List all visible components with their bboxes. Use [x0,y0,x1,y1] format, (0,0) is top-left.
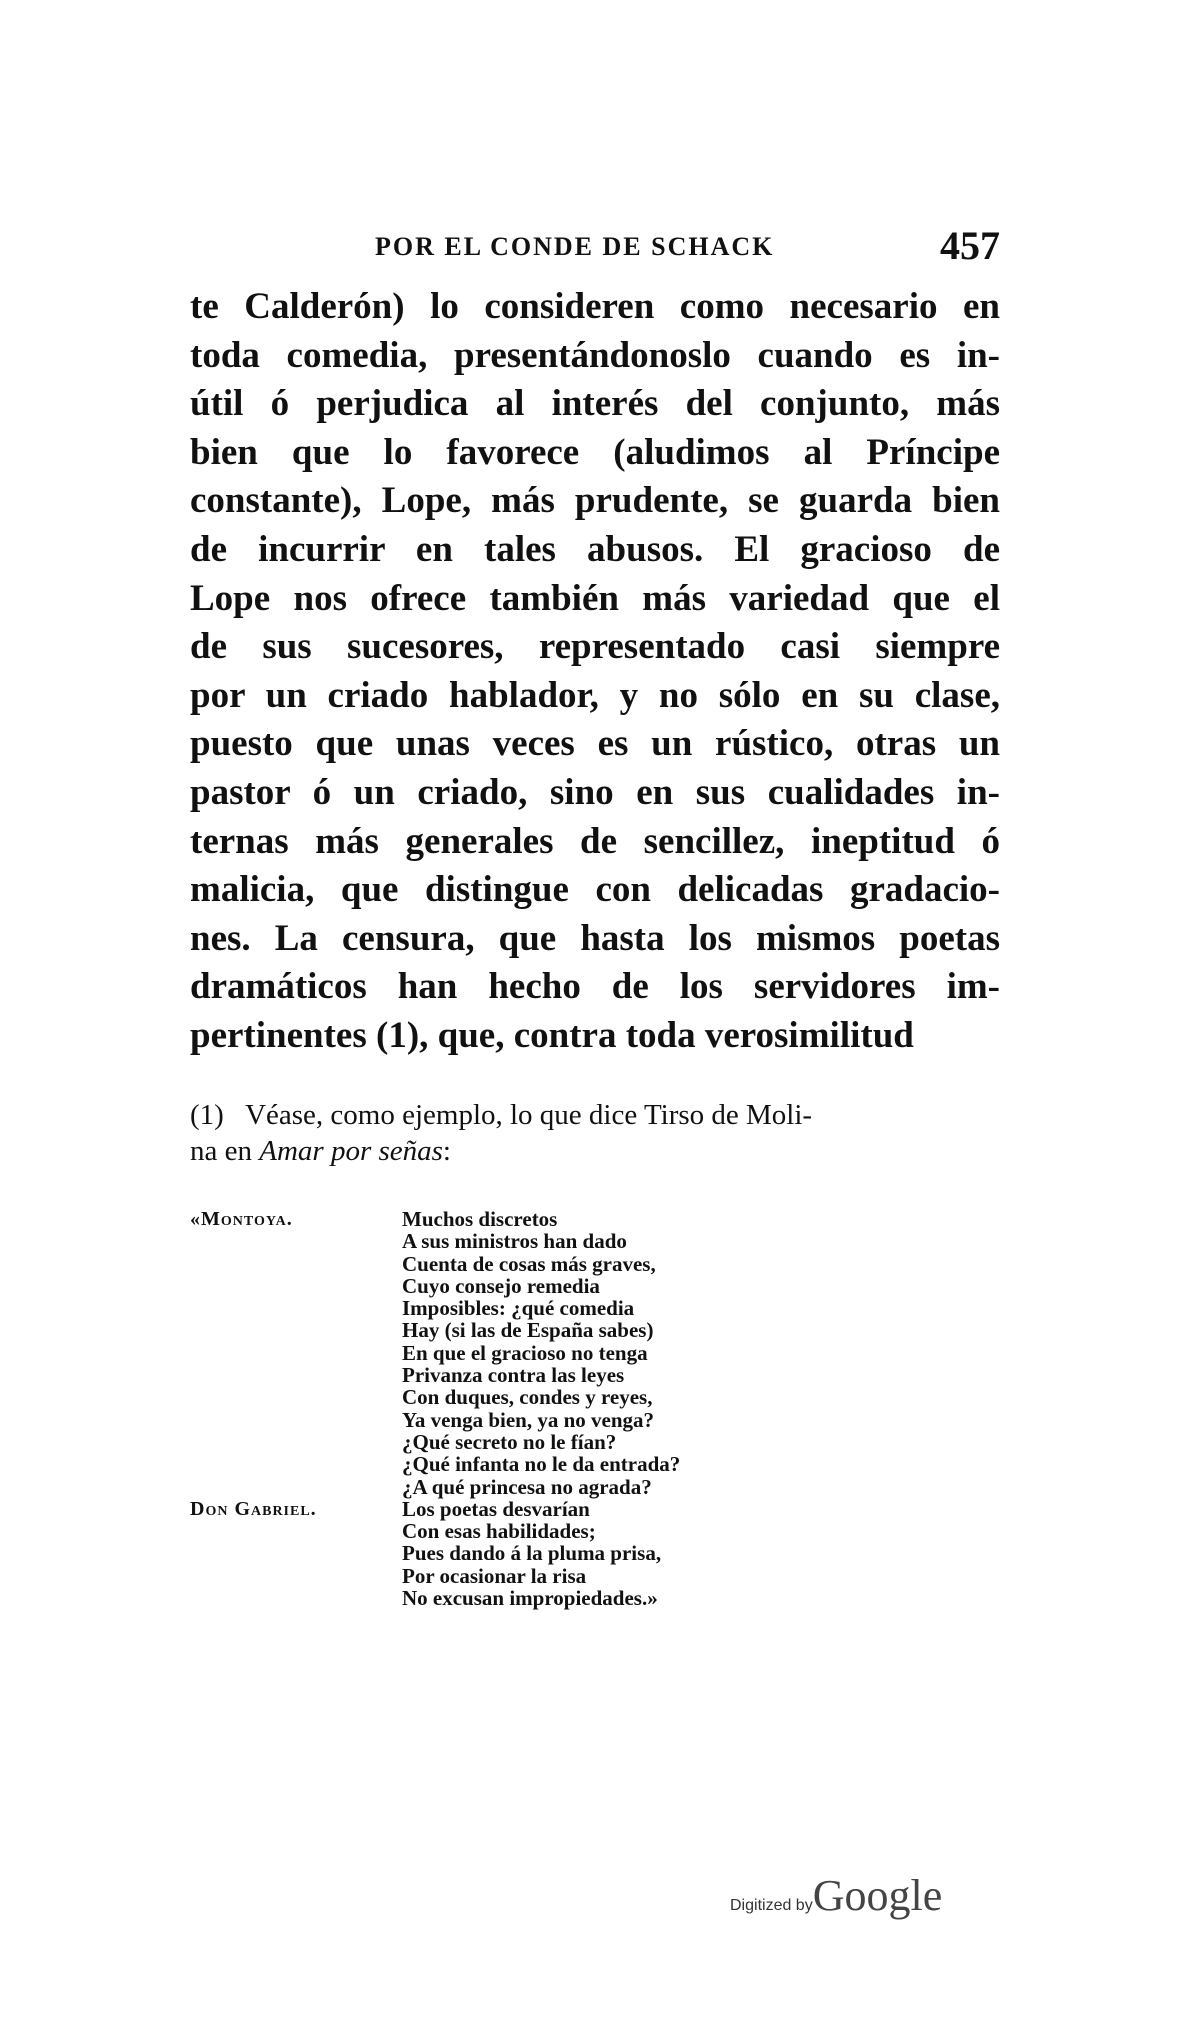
verse-line: ¿Qué secreto no le fían? [402,1429,617,1454]
verse-row [190,1386,1020,1408]
verse-line: ¿A qué princesa no agrada? [402,1474,652,1499]
body-line: por un criado hablador, y no sólo en su clase, [190,674,1000,716]
footnote-text: na en [190,1135,260,1167]
verse-line: Imposibles: ¿qué comedia [402,1296,635,1321]
body-line: de incurrir en tales abusos. El gracioso de [190,528,1000,570]
verse-row [190,1520,1020,1542]
verse-row [190,1409,1020,1431]
verse-line: En que el gracioso no tenga [402,1340,648,1365]
verse-row [190,1364,1020,1386]
body-line: puesto que unas veces es un rústico, otras un [190,723,1000,765]
verse-line: Cuenta de cosas más graves, [402,1251,656,1276]
digitized-label: Digitized by [730,1897,813,1914]
verse-row [190,1431,1020,1453]
body-line: bien que lo favorece (aludimos al Príncipe [190,431,1000,473]
body-line: pastor ó un criado, sino en sus cualidades in- [190,771,1000,813]
digitized-watermark [730,1870,942,1921]
footnote-text: Véase, como ejemplo, lo que dice Tirso de Moli- [245,1099,813,1131]
running-head: POR EL CONDE DE SCHACK [375,232,775,261]
body-line: dramáticos han hecho de los servidores im- [190,966,1000,1008]
speaker-name: Don Gabriel. [190,1497,317,1520]
verse-line: Privanza contra las leyes [402,1363,625,1388]
verse-line: Por ocasionar la risa [402,1563,587,1588]
verse-row [190,1208,1020,1230]
verse-row [190,1297,1020,1319]
verse-line: Con esas habilidades; [402,1519,596,1544]
verse-row [190,1565,1020,1587]
speaker-name: «Montoya. [190,1208,293,1230]
footnote [190,1097,1020,1169]
google-logo: Google [812,1871,943,1920]
verse-row [190,1253,1020,1275]
verse-line: Pues dando á la pluma prisa, [402,1541,662,1566]
verse-row [190,1230,1020,1252]
body-text [190,283,1000,1061]
footnote-text: : [442,1135,451,1167]
verse-row [190,1453,1020,1475]
body-line: te Calderón) lo consideren como necesario en [190,286,1000,327]
footnote-marker: (1) [190,1099,224,1131]
page-number: 457 [940,223,1000,268]
body-line: nes. La censura, que hasta los mismos poetas [190,917,1000,959]
work-title: Amar por señas [259,1135,443,1167]
verse-row [190,1319,1020,1341]
verse-row [190,1542,1020,1564]
verse-row [190,1476,1020,1498]
verse-quotation [190,1208,1020,1609]
verse-row [190,1275,1020,1297]
footnote-line [190,1133,1020,1169]
verse-line: Con duques, condes y reyes, [402,1385,653,1410]
body-line: toda comedia, presentándonoslo cuando es in- [190,334,1000,376]
body-line: de sus sucesores, representado casi siempre [190,626,1000,668]
body-line: pertinentes (1), que, contra toda verosimilitud [190,1014,914,1056]
body-line: malicia, que distingue con delicadas gradacio- [190,869,1000,911]
verse-line: Ya venga bien, ya no venga? [402,1407,655,1432]
page-header [190,223,1000,274]
body-line: útil ó perjudica al interés del conjunto, más [190,383,1000,425]
body-line: Lope nos ofrece también más variedad que el [190,577,1000,619]
body-line: ternas más generales de sencillez, ineptitud ó [190,820,1000,862]
body-line: constante), Lope, más prudente, se guarda bien [190,480,1000,522]
verse-line: Muchos discretos [402,1207,558,1231]
footnote-line [190,1097,1020,1133]
verse-line: Cuyo consejo remedia [402,1273,600,1298]
verse-line: Los poetas desvarían [402,1496,590,1521]
verse-row [190,1587,1020,1609]
verse-line: A sus ministros han dado [402,1229,627,1254]
verse-line: ¿Qué infanta no le da entrada? [402,1452,681,1477]
verse-row [190,1498,1020,1520]
verse-line: Hay (si las de España sabes) [402,1318,654,1343]
verse-row [190,1342,1020,1364]
verse-line: No excusan impropiedades.» [402,1586,658,1611]
